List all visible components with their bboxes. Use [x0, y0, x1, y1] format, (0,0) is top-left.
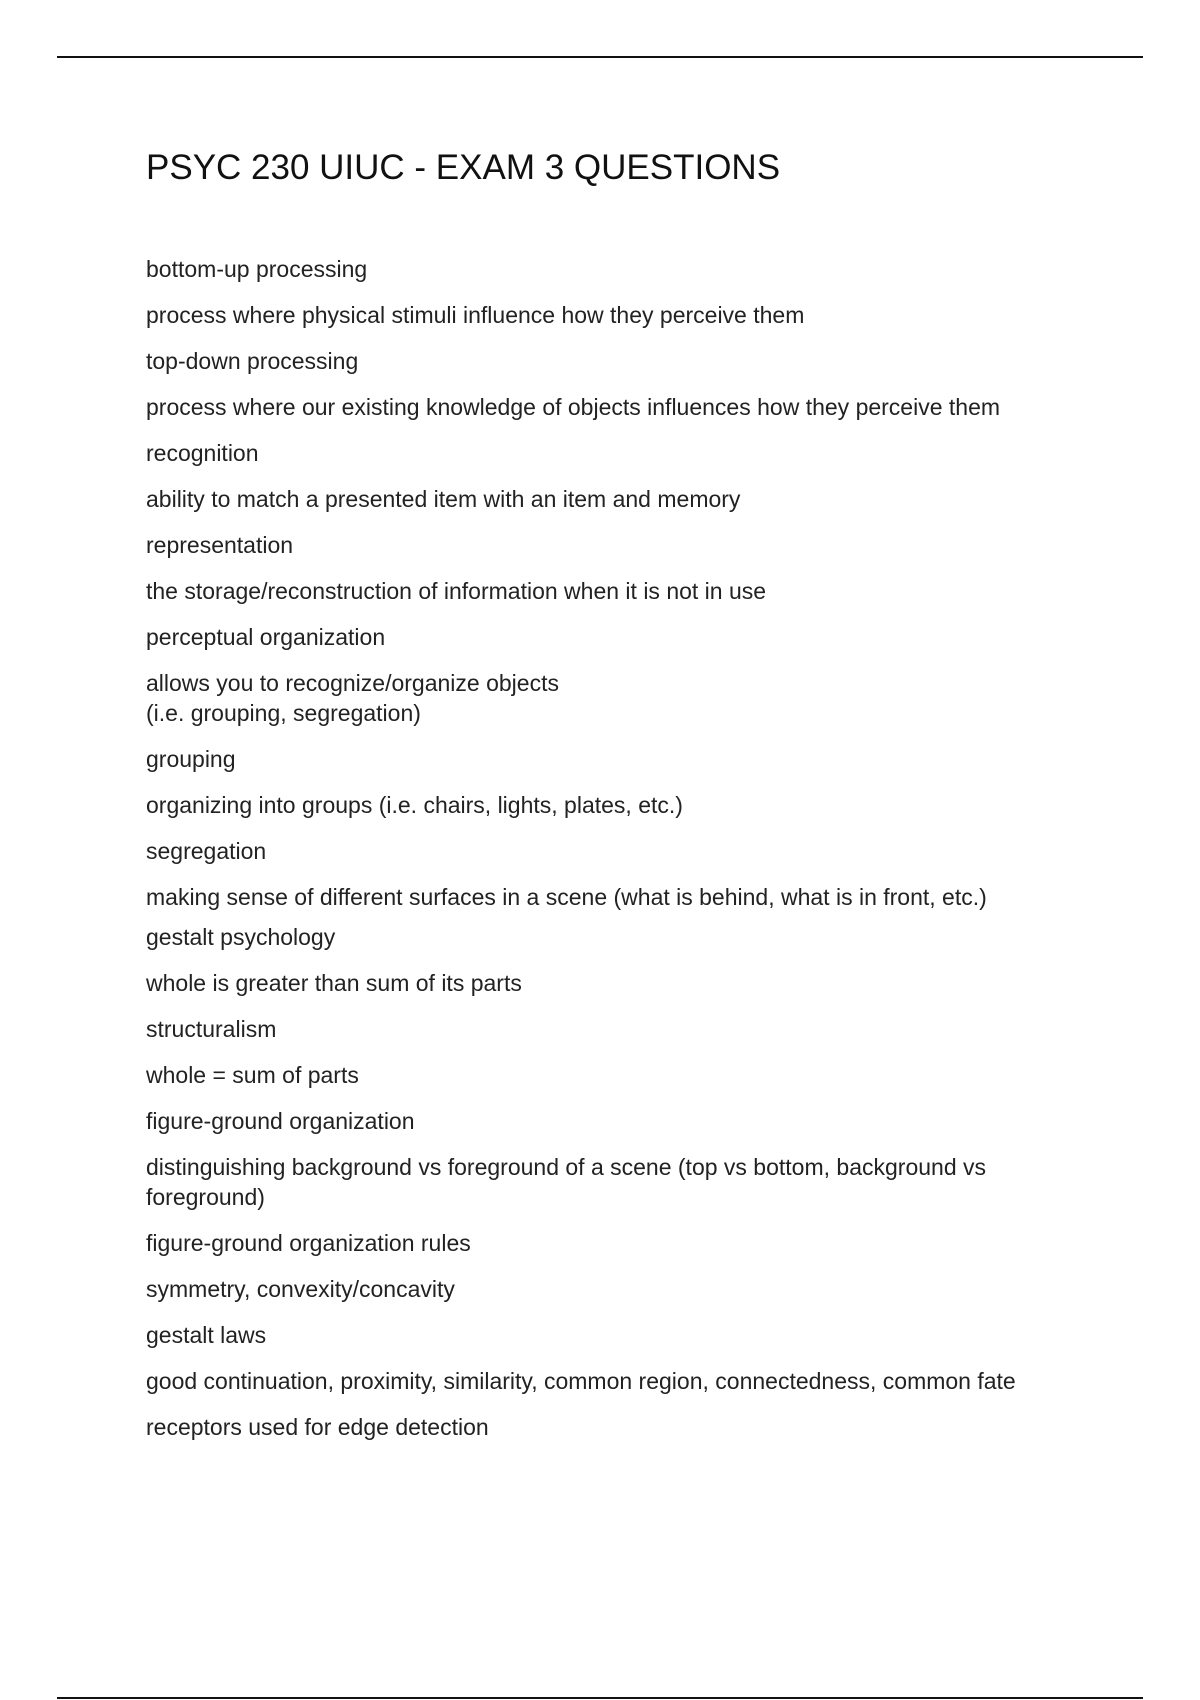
definition-structuralism: whole = sum of parts — [146, 1062, 359, 1088]
term-representation: representation — [146, 532, 294, 558]
document-title: PSYC 230 UIUC - EXAM 3 QUESTIONS — [146, 148, 781, 187]
definition-recognition: ability to match a presented item with an item and memory — [146, 486, 741, 512]
definition-top-down-processing: process where our existing knowledge of objects influences how they perceive them — [146, 394, 1001, 420]
term-figure-ground-organization-rules: figure-ground organization rules — [146, 1230, 471, 1256]
definition-figure-ground-organization: distinguishing background vs foreground of a scene (top vs bottom, background vs foreground) — [146, 1154, 986, 1210]
top-divider — [57, 56, 1143, 58]
term-gestalt-laws: gestalt laws — [146, 1322, 267, 1348]
definition-segregation: making sense of different surfaces in a scene (what is behind, what is in front, etc.) — [146, 884, 987, 910]
term-gestalt-psychology: gestalt psychology — [146, 924, 336, 950]
term-figure-ground-organization: figure-ground organization — [146, 1108, 415, 1134]
term-structuralism: structuralism — [146, 1016, 277, 1042]
flashcard-list — [146, 254, 1096, 1458]
term-top-down-processing: top-down processing — [146, 348, 359, 374]
definition-gestalt-psychology: whole is greater than sum of its parts — [146, 970, 522, 996]
term-recognition: recognition — [146, 440, 259, 466]
term-segregation: segregation — [146, 838, 267, 864]
term-receptors-used-for-edge-detection: receptors used for edge detection — [146, 1414, 489, 1440]
definition-gestalt-laws: good continuation, proximity, similarity, common region, connectedness, common fate — [146, 1368, 1016, 1394]
definition-perceptual-organization: allows you to recognize/organize objects (i.e. grouping, segregation) — [146, 670, 559, 726]
definition-bottom-up-processing: process where physical stimuli influence how they perceive them — [146, 302, 805, 328]
term-grouping: grouping — [146, 746, 236, 772]
bottom-divider — [57, 1697, 1143, 1699]
term-perceptual-organization: perceptual organization — [146, 624, 386, 650]
definition-representation: the storage/reconstruction of information when it is not in use — [146, 578, 767, 604]
definition-grouping: organizing into groups (i.e. chairs, lights, plates, etc.) — [146, 792, 683, 818]
definition-figure-ground-organization-rules: symmetry, convexity/concavity — [146, 1276, 455, 1302]
term-bottom-up-processing: bottom-up processing — [146, 256, 368, 282]
